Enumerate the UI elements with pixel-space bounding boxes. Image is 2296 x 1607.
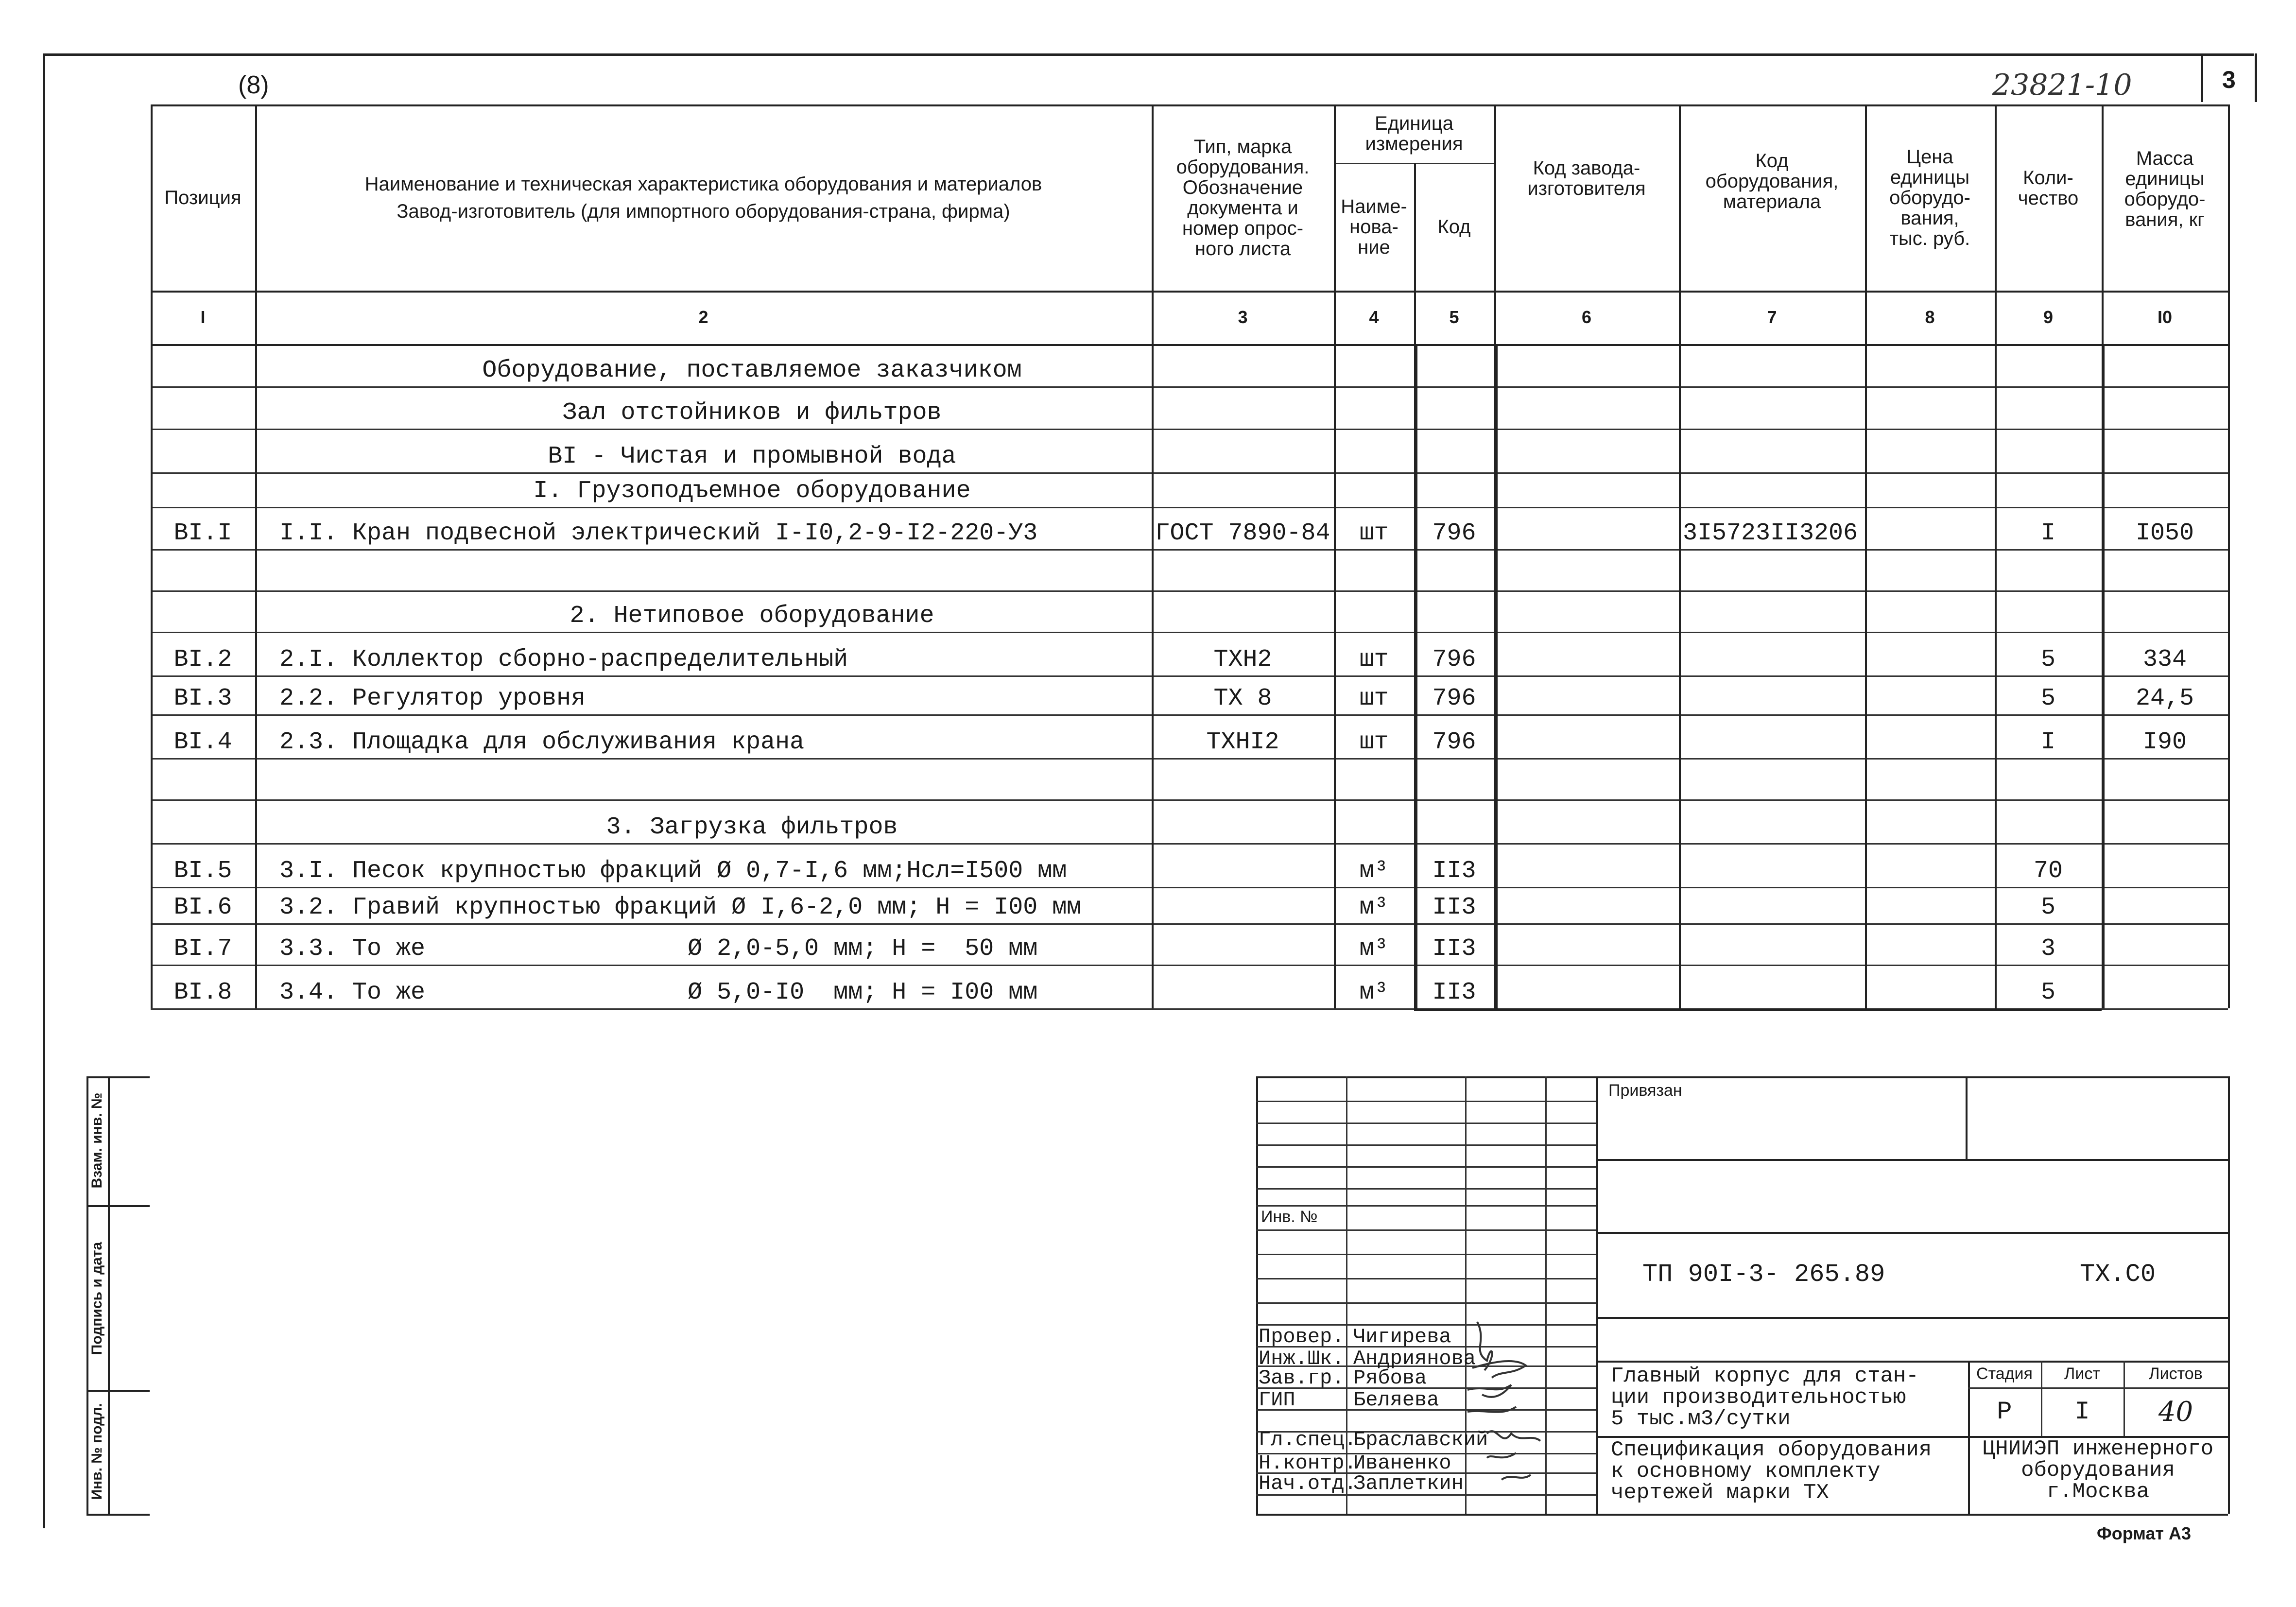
row-manufacturer-code bbox=[1494, 590, 1679, 630]
sheet-value: I bbox=[2074, 1397, 2090, 1426]
row-name: Оборудование, поставляемое заказчиком bbox=[482, 357, 1022, 384]
row-mass bbox=[2102, 843, 2228, 885]
row-unit-code bbox=[1414, 386, 1494, 427]
row-quantity: I bbox=[2040, 519, 2055, 547]
staff-name: Браславский bbox=[1353, 1428, 1488, 1451]
stage-label: Стадия bbox=[1976, 1364, 2033, 1383]
row-unit-code: 796 bbox=[1432, 519, 1476, 547]
header-unit-code: Код bbox=[1437, 216, 1471, 238]
row-manufacturer-code bbox=[1494, 965, 1679, 1006]
stage-value: Р bbox=[1997, 1397, 2012, 1426]
row-price bbox=[1865, 549, 1995, 588]
row-quantity: I bbox=[2040, 728, 2055, 756]
row-name: 2.2. Регулятор уровня bbox=[279, 685, 586, 712]
row-manufacturer-code bbox=[1494, 887, 1679, 921]
row-type bbox=[1152, 758, 1334, 797]
row-equipment-code bbox=[1679, 632, 1865, 674]
row-type: ТХНI2 bbox=[1206, 728, 1279, 756]
row-unit-code bbox=[1414, 758, 1494, 797]
row-equipment-code bbox=[1679, 843, 1865, 885]
row-name: 3.4. То же Ø 5,0-I0 мм; Н = I00 мм bbox=[279, 979, 1038, 1006]
header-mass: Масса единицы оборудо- вания, кг bbox=[2124, 148, 2206, 230]
row-mass bbox=[2102, 429, 2228, 470]
row-manufacturer-code bbox=[1494, 549, 1679, 588]
row-price bbox=[1865, 887, 1995, 921]
row-type bbox=[1152, 386, 1334, 427]
row-type bbox=[1152, 549, 1334, 588]
row-unit: м³ bbox=[1359, 857, 1389, 885]
row-equipment-code: 3I5723II3206 bbox=[1683, 519, 1858, 547]
row-equipment-code bbox=[1679, 799, 1865, 841]
row-mass bbox=[2102, 472, 2228, 505]
row-equipment-code bbox=[1679, 887, 1865, 921]
tb-grid-row bbox=[1256, 1166, 1596, 1168]
row-type: ТХ 8 bbox=[1213, 685, 1272, 712]
column-number-3: 3 bbox=[1238, 307, 1248, 327]
row-equipment-code bbox=[1679, 472, 1865, 505]
row-quantity: 3 bbox=[2040, 935, 2055, 963]
header-type: Тип, марка оборудования. Обозначение документа и номер опрос- ного листа bbox=[1176, 136, 1310, 259]
row-price bbox=[1865, 344, 1995, 384]
row-unit: м³ bbox=[1359, 979, 1389, 1006]
row-unit: м³ bbox=[1359, 935, 1389, 963]
row-equipment-code bbox=[1679, 965, 1865, 1006]
row-unit bbox=[1334, 344, 1414, 384]
side-label-inv-podl: Инв. № подл. bbox=[89, 1403, 105, 1500]
row-unit bbox=[1334, 590, 1414, 630]
row-type bbox=[1152, 923, 1334, 963]
row-unit-code: II3 bbox=[1432, 857, 1476, 885]
tb-grid-row bbox=[1256, 1302, 1596, 1304]
tb-top bbox=[1256, 1076, 2228, 1078]
privyazan-label: Привязан bbox=[1608, 1081, 1682, 1100]
row-unit bbox=[1334, 758, 1414, 797]
row-mass: I050 bbox=[2135, 519, 2194, 547]
row-price bbox=[1865, 758, 1995, 797]
header-position: Позиция bbox=[164, 187, 242, 208]
row-quantity bbox=[1995, 344, 2102, 384]
row-name: 2. Нетиповое оборудование bbox=[570, 602, 934, 630]
side-strip-top bbox=[86, 1076, 150, 1078]
tb-privyazan-bottom bbox=[1596, 1159, 2228, 1161]
row-quantity bbox=[1995, 472, 2102, 505]
format-label: Формат А3 bbox=[2097, 1523, 2192, 1543]
row-mass bbox=[2102, 386, 2228, 427]
tb-privyazan-divider bbox=[1966, 1076, 1968, 1159]
doc-number-handwritten: 23821-10 bbox=[1992, 68, 2132, 102]
row-equipment-code bbox=[1679, 923, 1865, 963]
staff-role: Н.контр. bbox=[1259, 1451, 1357, 1475]
row-manufacturer-code bbox=[1494, 472, 1679, 505]
tb-grid-row bbox=[1256, 1101, 1596, 1102]
row-unit-code: II3 bbox=[1432, 894, 1476, 921]
row-position: BI.4 bbox=[173, 728, 232, 756]
header-name: Наименование и техническая характеристика оборудования и материалов Завод-изготовитель (для импортного оборудования-страна, фирма) bbox=[364, 173, 1042, 222]
row-position bbox=[151, 758, 255, 797]
tb-grid-row bbox=[1256, 1205, 1596, 1207]
row-type bbox=[1152, 843, 1334, 885]
row-equipment-code bbox=[1679, 344, 1865, 384]
row-manufacturer-code bbox=[1494, 429, 1679, 470]
row-price bbox=[1865, 590, 1995, 630]
row-quantity: 5 bbox=[2040, 979, 2055, 1006]
row-mass: I90 bbox=[2142, 728, 2187, 756]
side-label-podpis: Подпись и дата bbox=[89, 1242, 105, 1355]
row-type bbox=[1152, 429, 1334, 470]
row-mass bbox=[2102, 965, 2228, 1006]
row-price bbox=[1865, 507, 1995, 547]
column-number-8: 8 bbox=[1925, 307, 1935, 327]
row-unit bbox=[1334, 549, 1414, 588]
row-manufacturer-code bbox=[1494, 386, 1679, 427]
row-unit: шт bbox=[1359, 685, 1389, 712]
row-type bbox=[1152, 590, 1334, 630]
row-position bbox=[151, 472, 255, 505]
inv-no-label: Инв. № bbox=[1261, 1208, 1318, 1226]
row-manufacturer-code bbox=[1494, 344, 1679, 384]
row-position bbox=[151, 590, 255, 630]
side-strip-div1 bbox=[86, 1205, 150, 1207]
row-position: BI.3 bbox=[173, 685, 232, 712]
staff-name: Чигирева bbox=[1353, 1325, 1451, 1348]
row-quantity: 5 bbox=[2040, 894, 2055, 921]
row-name: 3.3. То же Ø 2,0-5,0 мм; Н = 50 мм bbox=[279, 935, 1038, 963]
tb-grid-row bbox=[1256, 1254, 1596, 1255]
column-number-1: I bbox=[200, 307, 206, 327]
row-manufacturer-code bbox=[1494, 799, 1679, 841]
row-name: Зал отстойников и фильтров bbox=[562, 399, 942, 427]
row-mass bbox=[2102, 590, 2228, 630]
column-number-7: 7 bbox=[1767, 307, 1777, 327]
row-manufacturer-code bbox=[1494, 675, 1679, 712]
row-manufacturer-code bbox=[1494, 507, 1679, 547]
tb-grid-row bbox=[1256, 1229, 1596, 1231]
staff-role: ГИП bbox=[1259, 1388, 1295, 1412]
row-price bbox=[1865, 965, 1995, 1006]
row-unit-code: 796 bbox=[1432, 646, 1476, 674]
row-price bbox=[1865, 386, 1995, 427]
row-unit: шт bbox=[1359, 519, 1389, 547]
frame-right-edge bbox=[2255, 53, 2257, 102]
table-bottom-thick bbox=[1414, 1008, 2102, 1011]
designation: ТП 90I-3- 265.89 bbox=[1642, 1260, 1885, 1289]
row-mass bbox=[2102, 923, 2228, 963]
tb-designation-top bbox=[1596, 1232, 2228, 1234]
staff-name: Андриянова bbox=[1353, 1347, 1476, 1370]
tb-grid-row bbox=[1256, 1278, 1596, 1279]
row-price bbox=[1865, 714, 1995, 756]
row-position bbox=[151, 549, 255, 588]
column-number-6: 6 bbox=[1581, 307, 1592, 327]
staff-role: Инж.Шк. bbox=[1259, 1347, 1345, 1370]
row-quantity bbox=[1995, 799, 2102, 841]
row-price bbox=[1865, 472, 1995, 505]
page-number-divider bbox=[2201, 53, 2203, 102]
row-name: 2.3. Площадка для обслуживания крана bbox=[279, 728, 805, 756]
row-unit bbox=[1334, 386, 1414, 427]
sheet-label: Лист bbox=[2064, 1364, 2100, 1383]
row-unit-code bbox=[1414, 472, 1494, 505]
row-equipment-code bbox=[1679, 386, 1865, 427]
page-number: 3 bbox=[2222, 66, 2236, 93]
document-title: Спецификация оборудования к основному комплекту чертежей марки ТХ bbox=[1611, 1438, 1932, 1505]
side-strip-left bbox=[86, 1076, 88, 1514]
tb-left bbox=[1256, 1076, 1258, 1514]
staff-role: Зав.гр. bbox=[1259, 1366, 1345, 1390]
row-position bbox=[151, 344, 255, 384]
side-strip-bottom bbox=[86, 1514, 150, 1516]
row-unit bbox=[1334, 799, 1414, 841]
row-quantity bbox=[1995, 549, 2102, 588]
row-type bbox=[1152, 887, 1334, 921]
staff-role: Нач.отд. bbox=[1259, 1472, 1357, 1495]
row-manufacturer-code bbox=[1494, 632, 1679, 674]
row-unit-code: 796 bbox=[1432, 728, 1476, 756]
row-unit: шт bbox=[1359, 646, 1389, 674]
header-unit-name: Наиме- нова- ние bbox=[1341, 195, 1407, 258]
staff-role: Гл.спец. bbox=[1259, 1428, 1357, 1451]
signatures-icon bbox=[1458, 1312, 1604, 1506]
row-position: BI.8 bbox=[173, 979, 232, 1006]
row-manufacturer-code bbox=[1494, 843, 1679, 885]
row-equipment-code bbox=[1679, 590, 1865, 630]
row-type bbox=[1152, 799, 1334, 841]
side-strip-div2 bbox=[86, 1390, 150, 1392]
column-number-2: 2 bbox=[698, 307, 708, 327]
staff-name: Беляева bbox=[1353, 1388, 1439, 1412]
staff-name: Заплеткин bbox=[1353, 1472, 1464, 1495]
row-price bbox=[1865, 429, 1995, 470]
column-divider bbox=[2228, 104, 2230, 1008]
row-mass bbox=[2102, 549, 2228, 588]
row-quantity: 70 bbox=[2033, 857, 2063, 885]
tb-grid-row bbox=[1256, 1144, 1596, 1146]
row-position: BI.5 bbox=[173, 857, 232, 885]
row-quantity bbox=[1995, 429, 2102, 470]
row-position bbox=[151, 799, 255, 841]
tb-grid-row bbox=[1256, 1188, 1596, 1190]
organization: ЦНИИЭП инженерного оборудования г.Москва bbox=[1982, 1437, 2214, 1504]
staff-name: Иваненко bbox=[1353, 1451, 1451, 1475]
column-number-9: 9 bbox=[2043, 307, 2054, 327]
row-quantity bbox=[1995, 386, 2102, 427]
header-equipment-code: Код оборудования, материала bbox=[1705, 150, 1839, 212]
doc-code: ТХ.С0 bbox=[2080, 1260, 2156, 1289]
tb-bottom bbox=[1256, 1514, 2228, 1516]
row-manufacturer-code bbox=[1494, 758, 1679, 797]
row-quantity bbox=[1995, 758, 2102, 797]
tb-designation-bottom bbox=[1596, 1317, 2228, 1319]
row-mass: 334 bbox=[2142, 646, 2187, 674]
row-unit bbox=[1334, 472, 1414, 505]
row-unit-code bbox=[1414, 590, 1494, 630]
row-quantity: 5 bbox=[2040, 646, 2055, 674]
row-mass: 24,5 bbox=[2135, 685, 2194, 712]
side-label-vzam: Взам. инв. № bbox=[89, 1092, 105, 1189]
row-position: BI.2 bbox=[173, 646, 232, 674]
row-quantity bbox=[1995, 590, 2102, 630]
row-type: ГОСТ 7890-84 bbox=[1155, 519, 1330, 547]
row-type bbox=[1152, 472, 1334, 505]
row-unit: м³ bbox=[1359, 894, 1389, 921]
row-unit-code: II3 bbox=[1432, 935, 1476, 963]
row-price bbox=[1865, 923, 1995, 963]
header-quantity: Коли- чество bbox=[2018, 167, 2079, 209]
row-mass bbox=[2102, 887, 2228, 921]
row-name: I.I. Кран подвесной электрический I-I0,2-9-I2-220-У3 bbox=[279, 519, 1038, 547]
row-price bbox=[1865, 799, 1995, 841]
column-number-4: 4 bbox=[1369, 307, 1379, 327]
row-price bbox=[1865, 675, 1995, 712]
tb-grid-row bbox=[1256, 1123, 1596, 1124]
tb-right bbox=[2228, 1076, 2230, 1514]
row-name: 3.2. Гравий крупностью фракций Ø I,6-2,0 мм; Н = I00 мм bbox=[279, 894, 1082, 921]
row-unit-code bbox=[1414, 344, 1494, 384]
sheets-label: Листов bbox=[2149, 1364, 2203, 1383]
row-name bbox=[255, 758, 1152, 797]
row-name: 3. Загрузка фильтров bbox=[606, 813, 898, 841]
section-code: (8) bbox=[238, 71, 269, 99]
row-unit-code: II3 bbox=[1432, 979, 1476, 1006]
row-type: ТХН2 bbox=[1213, 646, 1272, 674]
header-manufacturer-code: Код завода- изготовителя bbox=[1527, 157, 1646, 199]
side-strip-right bbox=[108, 1076, 110, 1514]
row-unit-code bbox=[1414, 799, 1494, 841]
row-quantity: 5 bbox=[2040, 685, 2055, 712]
row-position bbox=[151, 429, 255, 470]
row-equipment-code bbox=[1679, 714, 1865, 756]
sheets-value: 40 bbox=[2158, 1396, 2193, 1428]
row-unit: шт bbox=[1359, 728, 1389, 756]
row-type bbox=[1152, 965, 1334, 1006]
row-unit-code: 796 bbox=[1432, 685, 1476, 712]
row-position: BI.I bbox=[173, 519, 232, 547]
column-number-10: I0 bbox=[2157, 307, 2173, 327]
row-price bbox=[1865, 843, 1995, 885]
row-mass bbox=[2102, 758, 2228, 797]
row-manufacturer-code bbox=[1494, 714, 1679, 756]
building-name: Главный корпус для стан- ции производительностью 5 тыс.м3/сутки bbox=[1611, 1364, 1919, 1431]
column-number-5: 5 bbox=[1449, 307, 1459, 327]
staff-role: Провер. bbox=[1259, 1325, 1345, 1348]
row-unit-code bbox=[1414, 429, 1494, 470]
row-name bbox=[255, 549, 1152, 588]
row-mass bbox=[2102, 799, 2228, 841]
row-price bbox=[1865, 632, 1995, 674]
row-name: BI - Чистая и промывной вода bbox=[548, 443, 956, 470]
row-name: 3.I. Песок крупностью фракций Ø 0,7-I,6 мм;Нсл=I500 мм bbox=[279, 857, 1067, 885]
row-equipment-code bbox=[1679, 429, 1865, 470]
row-position: BI.6 bbox=[173, 894, 232, 921]
row-name: 2.I. Коллектор сборно-распределительный bbox=[279, 646, 848, 674]
header-price: Цена единицы оборудо- вания, тыс. руб. bbox=[1889, 146, 1970, 249]
row-position: BI.7 bbox=[173, 935, 232, 963]
row-unit-code bbox=[1414, 549, 1494, 588]
row-name: I. Грузоподъемное оборудование bbox=[533, 477, 971, 505]
row-type bbox=[1152, 344, 1334, 384]
row-mass bbox=[2102, 344, 2228, 384]
staff-name: Рябова bbox=[1353, 1366, 1427, 1390]
row-manufacturer-code bbox=[1494, 923, 1679, 963]
header-unit: Единица измерения bbox=[1365, 113, 1463, 155]
row-unit bbox=[1334, 429, 1414, 470]
row-equipment-code bbox=[1679, 675, 1865, 712]
row-position bbox=[151, 386, 255, 427]
row-equipment-code bbox=[1679, 758, 1865, 797]
row-equipment-code bbox=[1679, 549, 1865, 588]
